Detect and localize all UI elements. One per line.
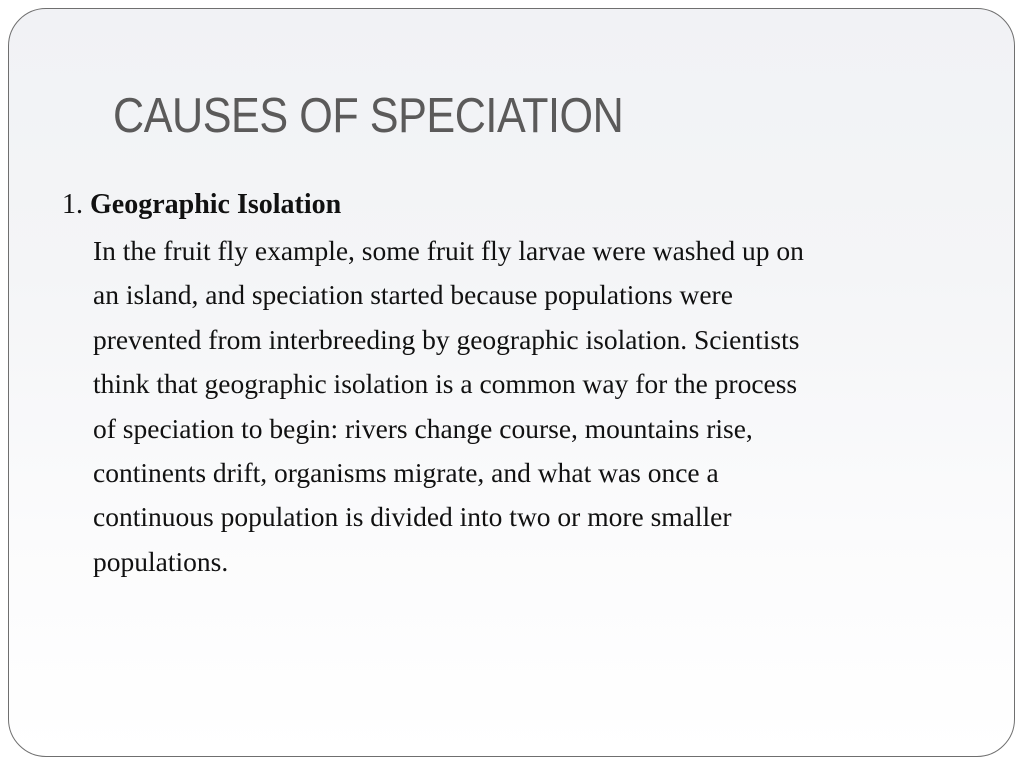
body-line: prevented from interbreeding by geographic isolation. Scientists (93, 323, 800, 355)
list-item-label: Geographic Isolation (90, 189, 342, 220)
body-line: continents drift, organisms migrate, and what was once a (93, 457, 719, 489)
body-line: of speciation to begin: rivers change course, mountains rise, (93, 412, 753, 444)
list-item-heading (62, 185, 341, 225)
list-item-number: 1. (62, 189, 83, 220)
body-line: populations. (93, 545, 229, 577)
slide-title: CAUSES OF SPECIATION (113, 89, 624, 143)
body-line: continuous population is divided into two or more smaller (93, 501, 732, 533)
body-line: an island, and speciation started because populations were (93, 279, 733, 311)
list-item-body (93, 229, 973, 584)
body-line: In the fruit fly example, some fruit fly larvae were washed up on (93, 235, 804, 266)
body-line: think that geographic isolation is a common way for the process (93, 368, 798, 400)
